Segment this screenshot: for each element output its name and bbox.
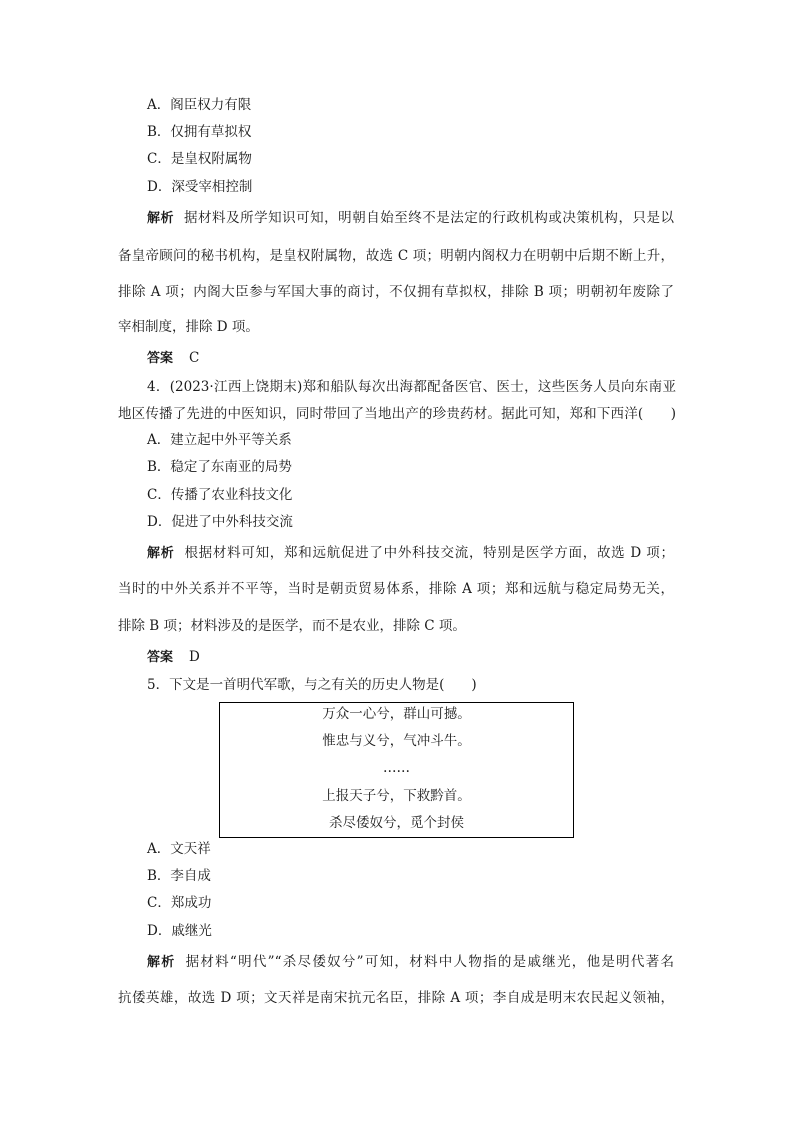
q5-option-d: D．戚继光: [147, 923, 212, 939]
q3-option-a: A．阁臣权力有限: [147, 97, 252, 113]
q5-option-a: A．文天祥: [147, 841, 211, 857]
poem-line-1: 万众一心兮，群山可撼。: [322, 706, 471, 722]
q4-option-d: D．促进了中外科技交流: [147, 514, 293, 530]
q4-analysis-line-3: 排除 B 项；材料涉及的是医学，而不是农业，排除 C 项。: [118, 618, 466, 634]
poem-line-3: 上报天子兮，下救黔首。: [322, 788, 471, 804]
q4-analysis-line-1: 解析 根据材料可知，郑和远航促进了中外科技交流，特别是医学方面，故选 D 项；: [147, 545, 674, 561]
q3-analysis-line-4: 宰相制度，排除 D 项。: [118, 319, 259, 335]
poem-box: [219, 702, 574, 838]
q4-answer: 答案 D: [147, 649, 200, 665]
q5-option-b: B．李自成: [147, 868, 211, 884]
q3-analysis-line-2: 备皇帝顾问的秘书机构，是皇权附属物，故选 C 项；明朝内阁权力在明朝中后期不断上升，: [118, 248, 674, 264]
q4-stem-line-2: 地区传播了先进的中医知识，同时带回了当地出产的珍贵药材。据此可知，郑和下西洋( ): [118, 406, 676, 422]
q4-option-b: B．稳定了东南亚的局势: [147, 459, 292, 475]
q3-option-b: B．仅拥有草拟权: [147, 124, 252, 140]
q4-stem-line-1: 4．(2023·江西上饶期末)郑和船队每次出海都配备医官、医士，这些医务人员向东南亚: [147, 379, 676, 395]
q3-analysis-line-3: 排除 A 项；内阁大臣参与军国大事的商讨，不仅拥有草拟权，排除 B 项；明朝初年废除了: [118, 284, 674, 300]
q3-answer: 答案 C: [147, 350, 200, 366]
q4-option-a: A．建立起中外平等关系: [147, 432, 292, 448]
q3-analysis-line-1: 解析 据材料及所学知识可知，明朝自始至终不是法定的行政机构或决策机构，只是以: [147, 210, 674, 226]
poem-line-ellipsis: ……: [383, 760, 410, 776]
q5-stem: 5．下文是一首明代军歌，与之有关的历史人物是( ): [147, 677, 477, 693]
q5-option-c: C．郑成功: [147, 895, 212, 911]
q5-analysis-line-1: 解析 据材料“明代”“杀尽倭奴兮”可知，材料中人物指的是戚继光，他是明代著名: [147, 954, 674, 970]
q3-option-d: D．深受宰相控制: [147, 179, 253, 195]
q4-analysis-line-2: 当时的中外关系并不平等，当时是朝贡贸易体系，排除 A 项；郑和远航与稳定局势无关，: [118, 581, 674, 597]
poem-line-2: 惟忠与义兮，气冲斗牛。: [322, 733, 471, 749]
q5-analysis-line-2: 抗倭英雄，故选 D 项；文天祥是南宋抗元名臣，排除 A 项；李自成是明末农民起义领袖，: [118, 990, 674, 1006]
poem-line-4: 杀尽倭奴兮，觅个封侯: [329, 815, 464, 831]
q4-option-c: C．传播了农业科技文化: [147, 487, 293, 503]
q3-option-c: C．是皇权附属物: [147, 151, 252, 167]
